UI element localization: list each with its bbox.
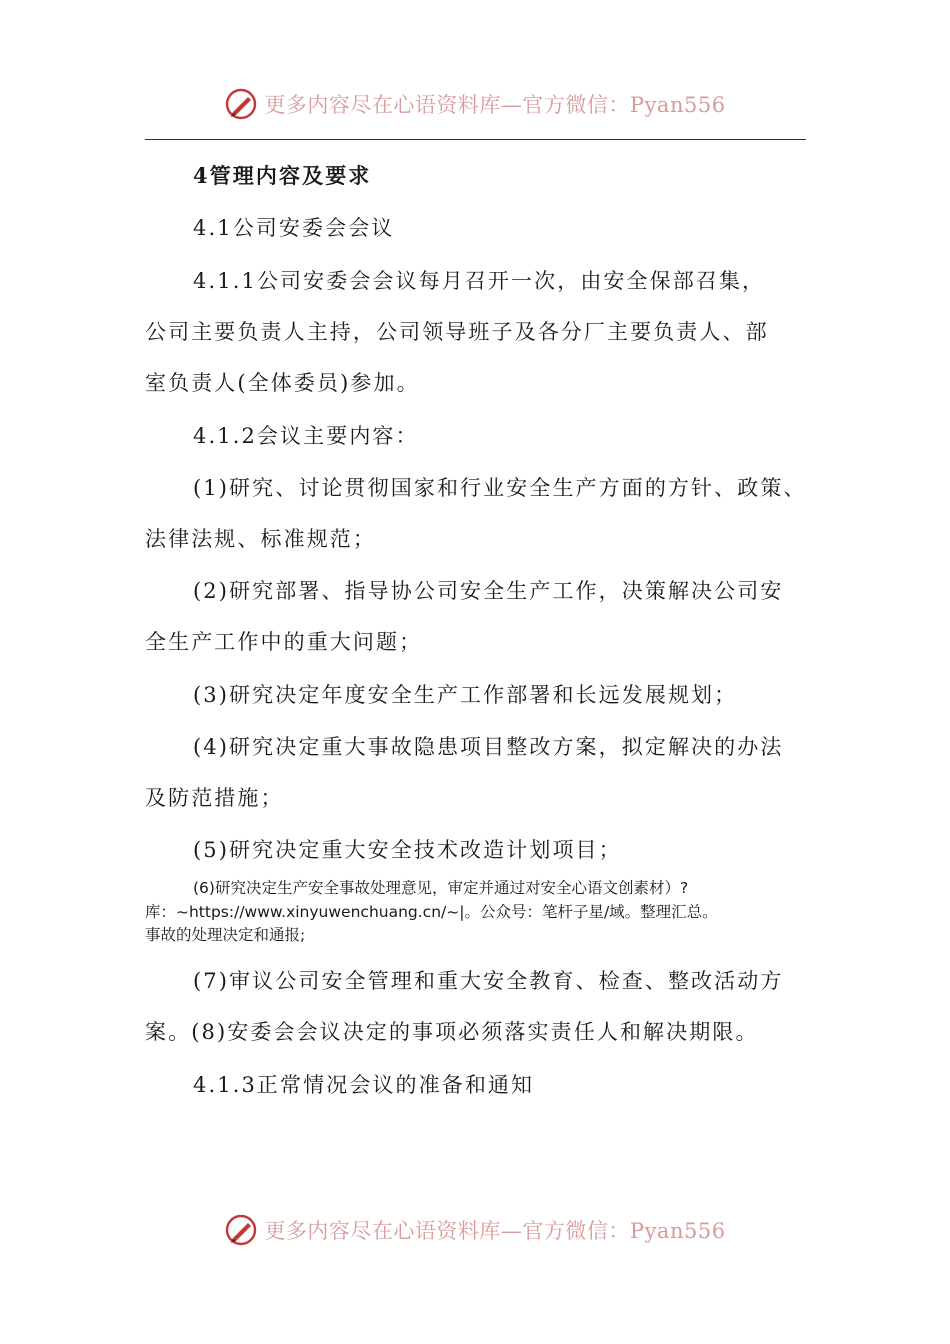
header-banner-text: 更多内容尽在心语资料库—官方微信：Pyan556: [264, 93, 726, 117]
footer-banner-text: 更多内容尽在心语资料库—官方微信：Pyan556: [264, 1219, 726, 1243]
section-4-1-title: 4.1公司安委会会议: [193, 216, 395, 240]
list-item: (5)研究决定重大安全技术改造计划项目；: [193, 838, 622, 862]
list-item: 法律法规、标准规范；: [145, 527, 376, 551]
pen-logo-icon: [224, 87, 258, 121]
section-4-1-3-title: 4.1.3正常情况会议的准备和通知: [193, 1073, 535, 1097]
list-item: (3)研究决定年度安全生产工作部署和长远发展规划；: [193, 683, 738, 707]
pen-logo-icon: [224, 1213, 258, 1247]
paragraph-line: 室负责人(全体委员)参加。: [145, 371, 420, 395]
list-item: (1)研究、讨论贯彻国家和行业安全生产方面的方针、政策、: [193, 476, 807, 500]
list-item: (7)审议公司安全管理和重大安全教育、检查、整改活动方: [193, 969, 784, 993]
list-item-small: 事故的处理决定和通报;: [145, 926, 306, 944]
list-item: 及防范措施；: [145, 786, 284, 810]
list-item-small: 库：~https://www.xinyuwenchuang.cn/~|。公众号：笔杆子星/域。整理汇总。: [145, 903, 718, 921]
list-item-small: (6)研究决定生产安全事故处理意见，审定并通过对安全心语文创素材）?: [193, 879, 689, 897]
footer-banner: [0, 1208, 950, 1252]
list-item: (4)研究决定重大事故隐患项目整改方案，拟定解决的办法: [193, 735, 784, 759]
section-heading: 4管理内容及要求: [193, 163, 372, 188]
section-4-1-2-title: 4.1.2会议主要内容：: [193, 424, 419, 448]
paragraph-line: 公司主要负责人主持，公司领导班子及各分厂主要负责人、部: [145, 320, 769, 344]
list-item: 案。(8)安委会会议决定的事项必须落实责任人和解决期限。: [145, 1020, 759, 1044]
header-banner: [0, 82, 950, 126]
list-item: 全生产工作中的重大问题；: [145, 630, 423, 654]
paragraph-line: 4.1.1公司安委会会议每月召开一次，由安全保部召集，: [193, 269, 766, 293]
header-divider: [145, 139, 806, 140]
list-item: (2)研究部署、指导协公司安全生产工作，决策解决公司安: [193, 579, 784, 603]
